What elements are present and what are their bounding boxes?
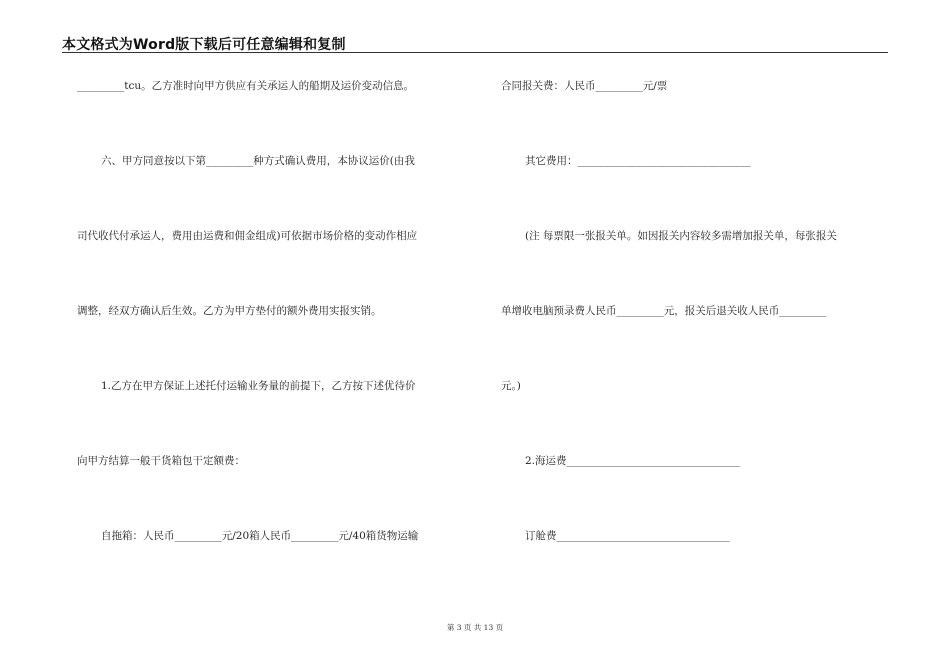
right-paragraph-line-2: 其它费用：_________________________________ bbox=[525, 155, 751, 167]
right-paragraph-line-1: 合同报关费：人民币_________元/票 bbox=[501, 80, 668, 92]
left-paragraph-line-6: 向甲方结算一般干货箱包干定额费： bbox=[77, 455, 245, 467]
left-paragraph-line-5: 1.乙方在甲方保证上述托付运输业务量的前提下，乙方按下述优待价 bbox=[101, 380, 416, 392]
header-divider bbox=[62, 52, 888, 53]
page-number-footer: 第 3 页 共 13 页 bbox=[446, 623, 504, 632]
document-header-title: 本文格式为Word版下载后可任意编辑和复制 bbox=[62, 37, 346, 53]
left-paragraph-line-7: 自拖箱：人民币_________元/20箱人民币_________元/40箱货物运输 bbox=[101, 530, 419, 542]
left-paragraph-line-2: 六、甲方同意按以下第_________种方式确认费用，本协议运价(由我 bbox=[101, 155, 415, 167]
right-paragraph-line-7: 订舱费_________________________________ bbox=[525, 530, 730, 542]
right-paragraph-line-5: 元。) bbox=[501, 380, 521, 392]
right-paragraph-line-6: 2.海运费_________________________________ bbox=[525, 455, 740, 467]
left-paragraph-line-1: _________tcu。乙方准时向甲方供应有关承运人的船期及运价变动信息。 bbox=[77, 80, 415, 92]
right-paragraph-line-4: 单增收电脑预录费人民币_________元，报关后退关收人民币_________ bbox=[501, 305, 827, 317]
right-paragraph-line-3: (注 每票限一张报关单。如因报关内容较多需增加报关单，每张报关 bbox=[525, 230, 837, 242]
left-paragraph-line-4: 调整，经双方确认后生效。乙方为甲方垫付的额外费用实报实销。 bbox=[77, 305, 382, 317]
left-paragraph-line-3: 司代收代付承运人，费用由运费和佣金组成)可依据市场价格的变动作相应 bbox=[77, 230, 418, 242]
